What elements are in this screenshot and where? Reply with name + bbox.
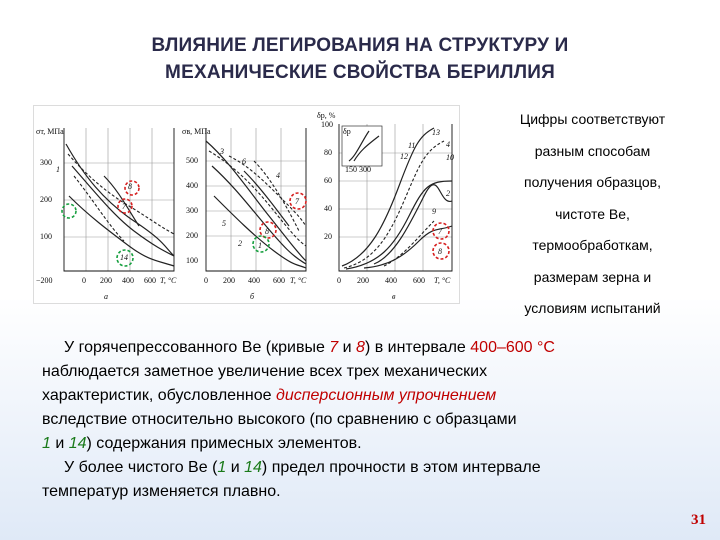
slide-title	[60, 32, 660, 86]
para-line-1	[42, 336, 692, 360]
para-text: ) в интервале	[364, 339, 471, 356]
panel-c-ytick-2: 60	[324, 176, 332, 185]
graphs-svg	[34, 106, 459, 303]
main-paragraph	[42, 336, 692, 504]
dispersion-hardening-term: дисперсионным упрочнением	[275, 387, 497, 404]
para-text: ) содержания примесных элементов.	[86, 435, 362, 452]
panel-a-xtick-0: −200	[36, 276, 53, 285]
side-note-line-7: условиям испытаний	[524, 300, 661, 316]
panel-b-xtick-0: 0	[204, 276, 208, 285]
panel-a-xtick-2: 200	[100, 276, 112, 285]
para-text: ) предел прочности в этом интервале	[261, 459, 541, 476]
panel-a-caption: а	[104, 292, 108, 301]
panel-b	[182, 127, 307, 301]
panel-c-curve-label-2: 2	[446, 189, 450, 198]
panel-c-curve-label-13: 13	[432, 128, 440, 137]
panel-a-curve-label-14: 14	[120, 253, 128, 262]
panel-a-curve-label-8: 8	[128, 182, 132, 191]
panel-b-ylabel: σв, МПа	[182, 127, 211, 136]
side-note-line-5: термообработкам,	[532, 237, 653, 253]
curve-ref-7: 7	[329, 339, 339, 356]
para-line-7: температур изменяется плавно.	[42, 483, 281, 500]
panel-a-xtick-3: 400	[122, 276, 134, 285]
panel-c-curve-label-7: 7	[438, 227, 442, 236]
panel-b-ytick-2: 300	[186, 206, 198, 215]
panel-c-ylabel: δр, %	[317, 111, 336, 120]
panel-c-xunit: T, °C	[434, 276, 451, 285]
curve-ref-8: 8	[356, 339, 365, 356]
para-line-2: наблюдается заметное увеличение всех трех механических	[42, 363, 488, 380]
side-note-line-2: разным способам	[534, 142, 651, 159]
panel-c-curve-label-9: 9	[432, 207, 436, 216]
panel-b-curve-label-1: 1	[258, 241, 262, 250]
title-line-2: МЕХАНИЧЕСКИЕ СВОЙСТВА БЕРИЛЛИЯ	[165, 62, 555, 83]
panel-b-curve-label-4: 4	[276, 171, 280, 180]
para-text: характеристик, обусловленное	[42, 387, 276, 404]
panel-b-curve-label-8: 8	[265, 227, 269, 236]
para-line-4: вследствие относительно высокого (по сравнению с образцами	[42, 411, 517, 428]
panel-b-curve-label-7: 7	[295, 197, 299, 206]
panel-c-ytick-0: 100	[321, 120, 333, 129]
panel-b-curve-label-3: 3	[220, 147, 224, 156]
property-graphs-figure	[33, 105, 460, 304]
panel-a-ylabel: σт, МПа	[36, 127, 64, 136]
panel-b-curve-label-6: 6	[242, 157, 246, 166]
panel-c-caption: в	[392, 292, 396, 301]
panel-a-ytick-0: 300	[40, 158, 52, 167]
side-note-line-4: чистоте Be,	[555, 205, 630, 222]
panel-c-curve-label-11: 11	[408, 141, 416, 150]
panel-c-curve-label-4: 4	[446, 140, 450, 149]
page-number: 31	[691, 512, 706, 528]
panel-a-ytick-1: 200	[40, 195, 52, 204]
para-text: У более чистого Be (	[64, 459, 218, 476]
side-note-line-3: получения образцов,	[524, 174, 661, 190]
panel-c-inset-ylabel: δр	[343, 127, 351, 136]
panel-a-xtick-1: 0	[82, 276, 86, 285]
panel-b-xunit: T, °C	[290, 276, 307, 285]
panel-b-ytick-4: 100	[186, 256, 198, 265]
panel-b-ytick-0: 500	[186, 156, 198, 165]
panel-a-xunit: T, °C	[160, 276, 177, 285]
panel-b-xtick-1: 200	[223, 276, 235, 285]
para-line-3	[42, 384, 692, 408]
panel-c-ytick-4: 20	[324, 232, 332, 241]
side-note-line-1: Цифры соответствуют	[519, 111, 666, 127]
para-text: и	[338, 339, 357, 356]
para-text: и	[50, 435, 69, 452]
panel-c-ytick-3: 40	[324, 204, 332, 213]
panel-b-curve-label-5: 5	[222, 219, 226, 228]
curve-ref-1: 1	[42, 435, 51, 452]
panel-b-xtick-2: 400	[248, 276, 260, 285]
para-text: У горячепрессованного Be (кривые	[64, 339, 330, 356]
para-line-6	[42, 456, 692, 480]
para-line-5	[42, 432, 692, 456]
panel-a-curve-label-1: 1	[56, 165, 60, 174]
curve-ref-14: 14	[68, 435, 87, 452]
curve-ref-14: 14	[244, 459, 262, 476]
panel-b-xtick-3: 600	[273, 276, 285, 285]
panel-c-xtick-2: 400	[385, 276, 397, 285]
panel-c-ytick-1: 80	[324, 148, 332, 157]
panel-a-ytick-2: 100	[40, 232, 52, 241]
panel-a-curve-label-7: 7	[122, 202, 126, 211]
panel-c-xtick-1: 200	[357, 276, 369, 285]
side-note-line-6: размерам зерна и	[533, 268, 652, 285]
panel-a-xtick-4: 600	[144, 276, 156, 285]
panel-c-curve-label-10: 10	[446, 153, 454, 162]
panel-c-curve-label-8: 8	[438, 247, 442, 256]
panel-b-ytick-1: 400	[186, 181, 198, 190]
panel-a	[36, 127, 177, 301]
title-line-1: ВЛИЯНИЕ ЛЕГИРОВАНИЯ НА СТРУКТУРУ И	[151, 35, 569, 56]
panel-c-xtick-3: 600	[413, 276, 425, 285]
curve-ref-1: 1	[217, 459, 227, 476]
para-text: и	[226, 459, 245, 476]
panel-b-caption: б	[250, 292, 255, 301]
side-note	[470, 104, 715, 325]
temperature-range: 400–600 °С	[470, 339, 555, 356]
panel-c-xtick-0: 0	[337, 276, 341, 285]
panel-b-curve-label-2: 2	[238, 239, 242, 248]
panel-c-inset-label: 150 300	[345, 165, 371, 174]
panel-c-curve-label-12: 12	[400, 152, 408, 161]
panel-c	[317, 111, 454, 301]
panel-b-ytick-3: 200	[186, 231, 198, 240]
